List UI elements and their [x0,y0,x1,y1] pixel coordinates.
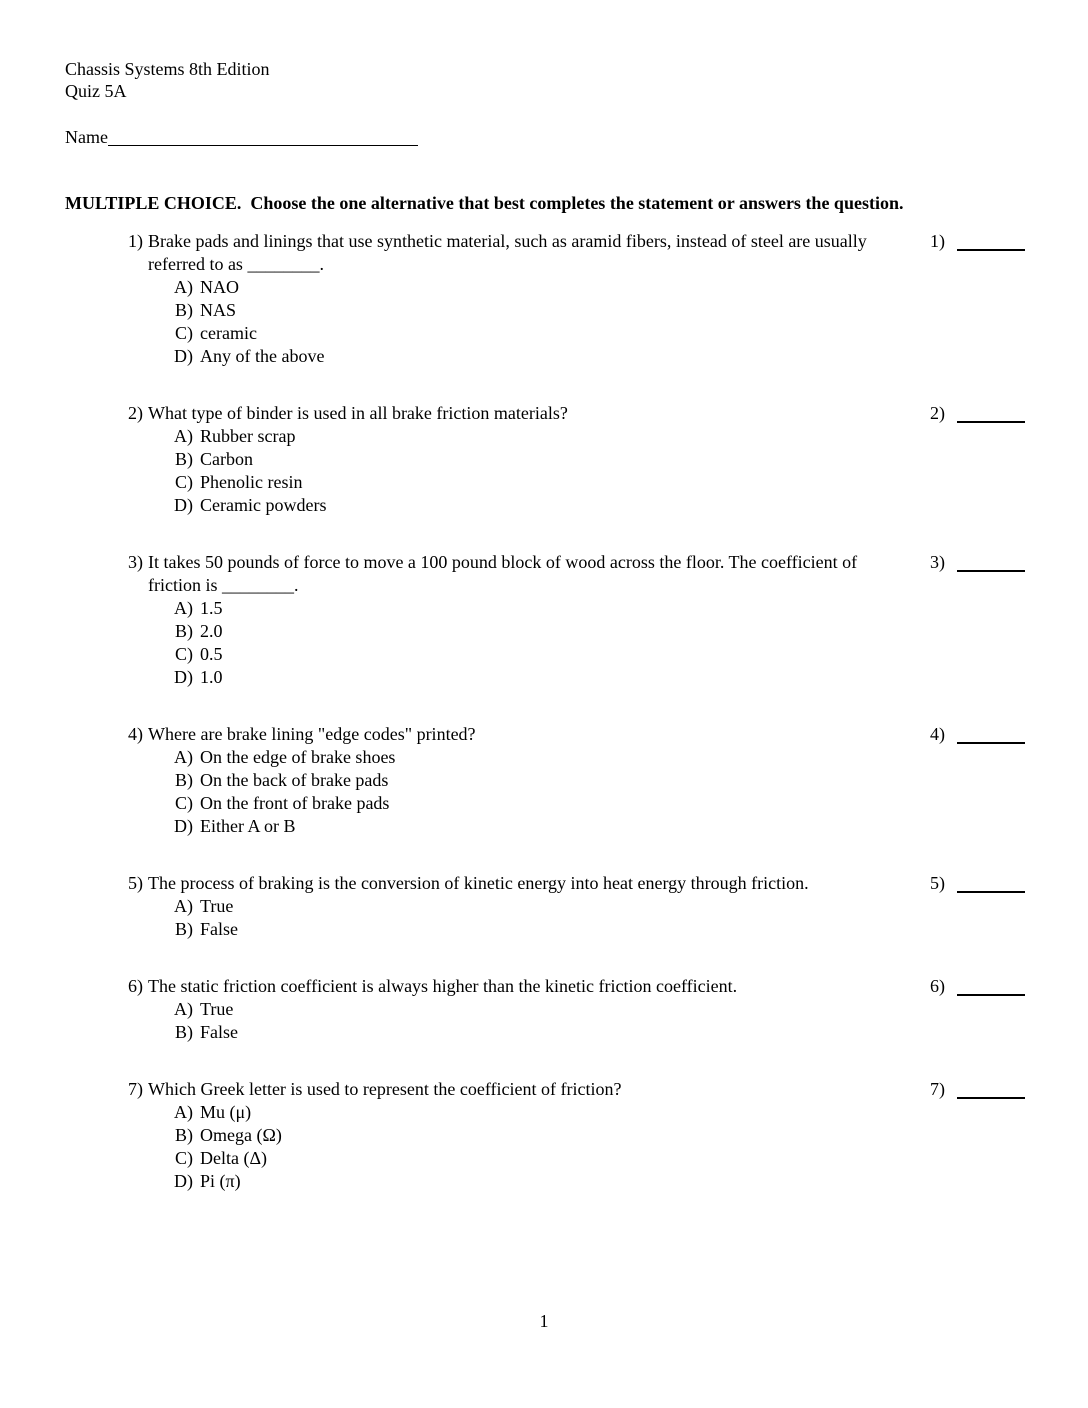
answer-option [65,276,1025,299]
section-instruction: Choose the one alternative that best completes the statement or answers the question. [250,193,904,213]
option-letter: B) [175,621,193,641]
question [65,551,1025,689]
questions [65,230,1025,1193]
question-number: 5) [128,873,143,893]
options [65,276,1025,368]
answer-blank [930,975,1025,998]
option-text: Ceramic powders [200,495,327,515]
question-number: 2) [128,403,143,423]
option-letter: A) [174,598,193,618]
option-letter: A) [174,277,193,297]
option-text: Either A or B [200,816,296,836]
option-text: 1.0 [200,667,223,687]
option-letter: C) [175,644,193,664]
option-text: On the edge of brake shoes [200,747,396,767]
answer-option [65,448,1025,471]
question-text: The process of braking is the conversion of kinetic energy into heat energy through friction. [148,873,809,893]
answer-option [65,895,1025,918]
answer-number: 2) [930,403,945,423]
option-letter: B) [175,919,193,939]
option-letter: B) [175,1022,193,1042]
option-letter: B) [175,1125,193,1145]
answer-option [65,620,1025,643]
question-text: It takes 50 pounds of force to move a 100 pound block of wood across the floor. The coefficient of friction is ________. [148,552,858,595]
option-text: Mu (μ) [200,1102,252,1122]
answer-option [65,425,1025,448]
answer-blank [930,1078,1025,1101]
option-text: Delta (Δ) [200,1148,268,1168]
option-text: False [200,1022,238,1042]
answer-line [957,408,1025,423]
options [65,746,1025,838]
answer-option [65,769,1025,792]
option-letter: A) [174,999,193,1019]
options [65,895,1025,941]
answer-blank [930,723,1025,746]
answer-option [65,1124,1025,1147]
section-heading [65,192,1025,215]
name-row [65,126,1025,149]
question-number: 3) [128,552,143,572]
option-text: True [200,896,234,916]
option-text: 1.5 [200,598,223,618]
answer-option [65,815,1025,838]
options [65,425,1025,517]
question [65,975,1025,1044]
option-text: On the back of brake pads [200,770,389,790]
options [65,597,1025,689]
question [65,872,1025,941]
answer-blank [930,872,1025,895]
section-label: MULTIPLE CHOICE. [65,193,242,213]
option-letter: C) [175,1148,193,1168]
answer-line [957,1084,1025,1099]
question-text: What type of binder is used in all brake friction materials? [148,403,568,423]
question-text: Which Greek letter is used to represent the coefficient of friction? [148,1079,622,1099]
option-text: NAO [200,277,239,297]
answer-option [65,299,1025,322]
option-letter: C) [175,793,193,813]
option-text: NAS [200,300,237,320]
answer-number: 3) [930,552,945,572]
question-text: Brake pads and linings that use synthetic material, such as aramid fibers, instead of steel are usually referred to as ________. [148,231,867,274]
answer-blank [930,551,1025,574]
answer-number: 1) [930,231,945,251]
option-text: Phenolic resin [200,472,303,492]
page-number: 1 [539,1311,549,1331]
option-letter: D) [174,495,193,515]
option-letter: A) [174,1102,193,1122]
document-title: Chassis Systems 8th Edition [65,59,270,79]
answer-number: 7) [930,1079,945,1099]
options [65,998,1025,1044]
answer-line [957,236,1025,251]
name-label: Name [65,127,108,147]
question-text: The static friction coefficient is always higher than the kinetic friction coefficient. [148,976,738,996]
option-text: Rubber scrap [200,426,296,446]
option-letter: D) [174,346,193,366]
answer-option [65,1021,1025,1044]
option-text: Any of the above [200,346,325,366]
answer-number: 4) [930,724,945,744]
option-text: ceramic [200,323,257,343]
question [65,723,1025,838]
option-text: 2.0 [200,621,223,641]
answer-number: 6) [930,976,945,996]
option-text: True [200,999,234,1019]
answer-number: 5) [930,873,945,893]
question-number: 7) [128,1079,143,1099]
answer-option [65,666,1025,689]
option-text: 0.5 [200,644,223,664]
option-letter: D) [174,1171,193,1191]
answer-option [65,597,1025,620]
answer-blank [930,402,1025,425]
answer-option [65,1147,1025,1170]
option-letter: D) [174,816,193,836]
option-letter: B) [175,770,193,790]
option-text: False [200,919,238,939]
option-letter: A) [174,426,193,446]
answer-option [65,322,1025,345]
option-letter: C) [175,323,193,343]
answer-line [957,729,1025,744]
option-letter: A) [174,896,193,916]
option-letter: B) [175,449,193,469]
option-letter: C) [175,472,193,492]
question [65,402,1025,517]
question [65,1078,1025,1193]
options [65,1101,1025,1193]
question-number: 1) [128,231,143,251]
option-text: Pi (π) [200,1171,241,1191]
option-letter: D) [174,667,193,687]
answer-option [65,746,1025,769]
option-letter: B) [175,300,193,320]
answer-option [65,471,1025,494]
answer-line [957,557,1025,572]
option-letter: A) [174,747,193,767]
answer-option [65,918,1025,941]
answer-option [65,643,1025,666]
question-number: 6) [128,976,143,996]
answer-blank [930,230,1025,253]
answer-option [65,345,1025,368]
question-text: Where are brake lining "edge codes" printed? [148,724,476,744]
option-text: Carbon [200,449,253,469]
answer-option [65,1170,1025,1193]
answer-line [957,878,1025,893]
answer-option [65,792,1025,815]
question [65,230,1025,368]
answer-line [957,981,1025,996]
document-header [65,58,1025,102]
answer-option [65,494,1025,517]
question-number: 4) [128,724,143,744]
option-text: Omega (Ω) [200,1125,282,1145]
answer-option [65,998,1025,1021]
quiz-title: Quiz 5A [65,81,127,101]
option-text: On the front of brake pads [200,793,390,813]
answer-option [65,1101,1025,1124]
name-blank-line [108,132,418,146]
